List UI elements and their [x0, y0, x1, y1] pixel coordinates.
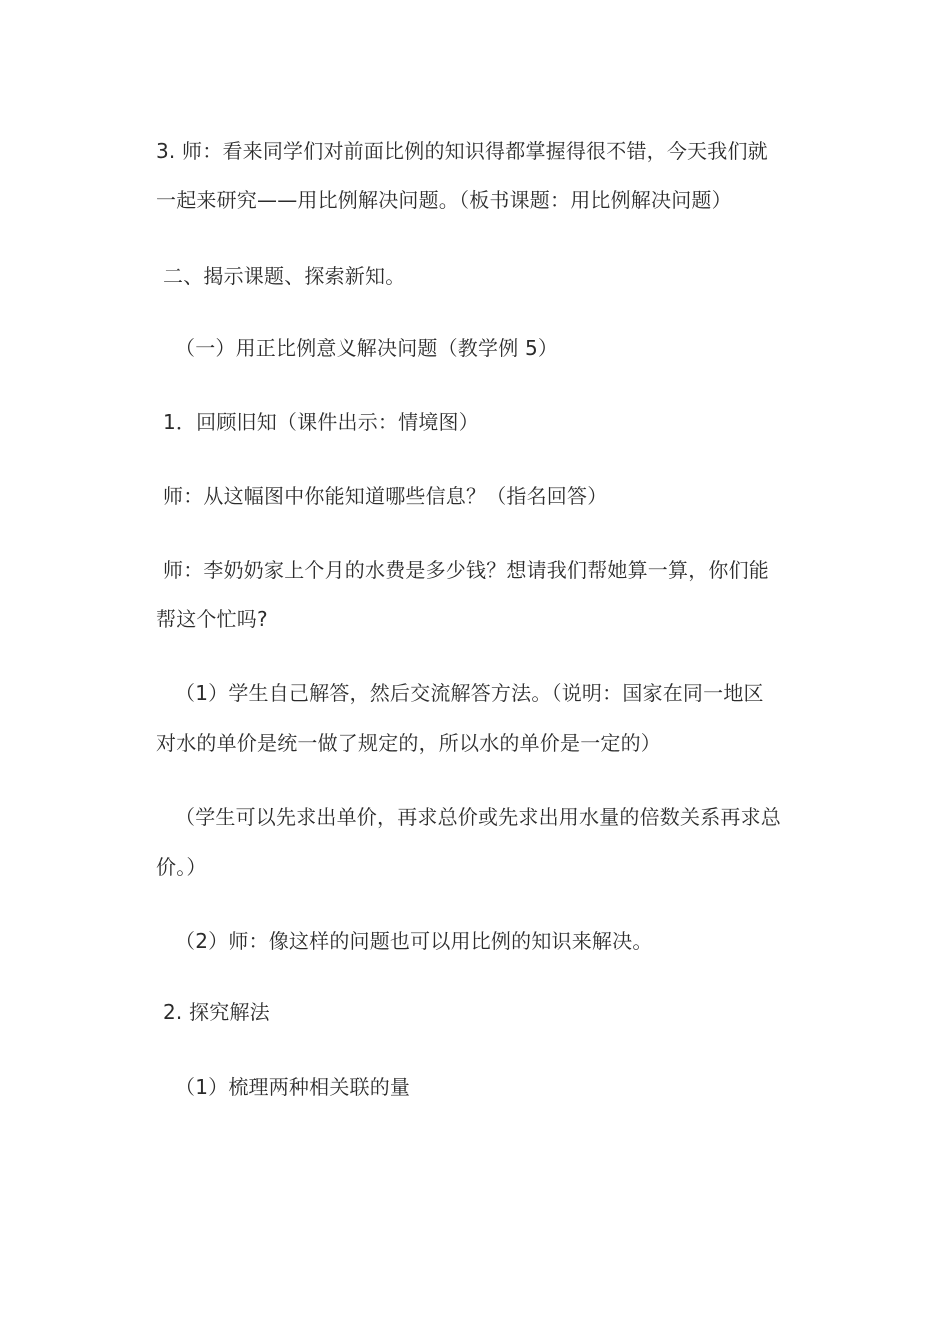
- teacher-step-2: （2）师：像这样的问题也可以用比例的知识来解决。: [175, 929, 653, 953]
- step-heading-explore: 2. 探究解法: [163, 1000, 270, 1024]
- student-step-1-line-2: 对水的单价是统一做了规定的，所以水的单价是一定的）: [156, 731, 661, 755]
- teacher-question-2-line-1: 师：李奶奶家上个月的水费是多少钱？想请我们帮她算一算，你们能: [163, 558, 769, 582]
- step-heading-review: 1．回顾旧知（课件出示：情境图）: [163, 410, 479, 434]
- paragraph-line-1: 3. 师：看来同学们对前面比例的知识得都掌握得很不错，今天我们就: [156, 139, 768, 163]
- section-heading-two: 二、揭示课题、探索新知。: [163, 264, 406, 288]
- student-method-line-2: 价。）: [156, 855, 207, 879]
- teacher-question-1: 师：从这幅图中你能知道哪些信息？（指名回答）: [163, 484, 608, 508]
- paragraph-line-2: 一起来研究——用比例解决问题。（板书课题：用比例解决问题）: [156, 188, 732, 212]
- student-method-line-1: （学生可以先求出单价，再求总价或先求出用水量的倍数关系再求总: [175, 805, 781, 829]
- substep-sort-quantities: （1）梳理两种相关联的量: [175, 1075, 411, 1099]
- teacher-question-2-line-2: 帮这个忙吗?: [156, 607, 268, 631]
- student-step-1-line-1: （1）学生自己解答，然后交流解答方法。（说明：国家在同一地区: [175, 681, 764, 705]
- subsection-heading-one: （一）用正比例意义解决问题（教学例 5）: [175, 336, 559, 360]
